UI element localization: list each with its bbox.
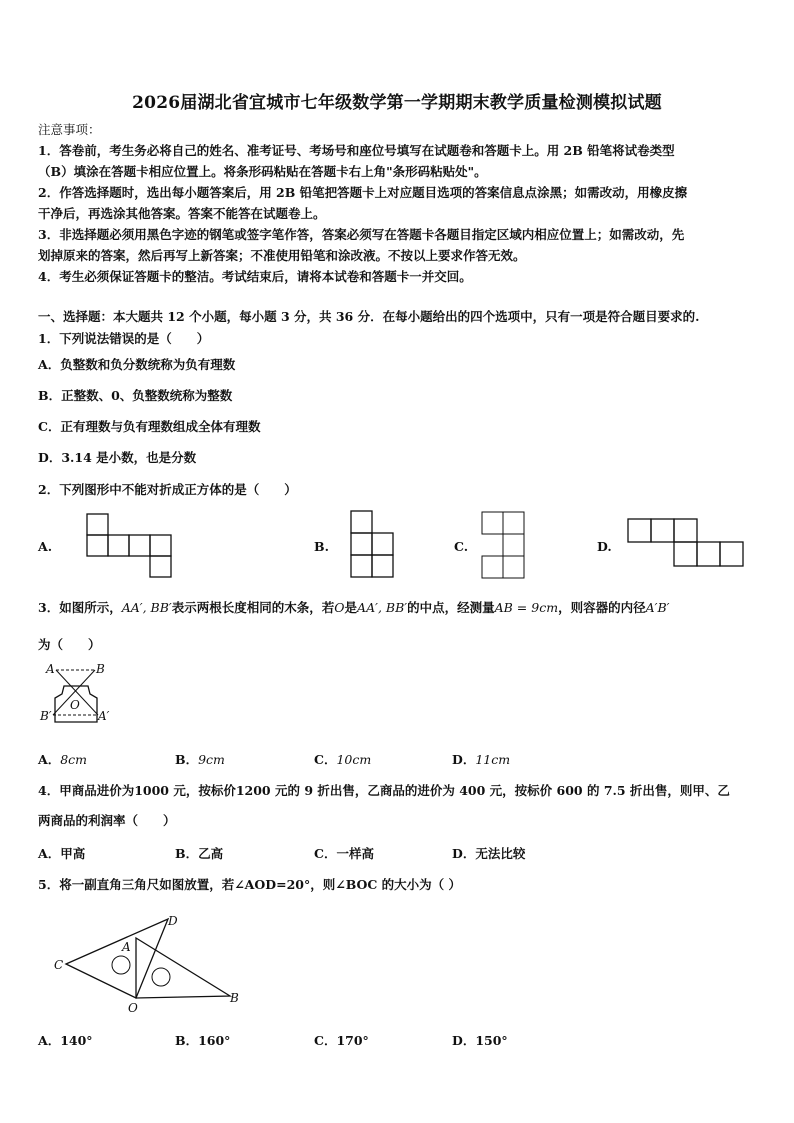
q5-option-c: C．170° — [314, 1033, 369, 1048]
q1-option-a: A．负整数和负分数统称为负有理数 — [38, 357, 236, 372]
label-a: A — [46, 662, 55, 676]
q2-label-b: B. — [314, 539, 329, 554]
q4-option-c: C．一样高 — [314, 846, 374, 861]
label-b-prime: B′ — [40, 709, 52, 723]
q1-option-c: C．正有理数与负有理数组成全体有理数 — [38, 419, 261, 434]
label-c: C — [54, 958, 64, 972]
set-squares-figure — [52, 910, 252, 1018]
container-figure — [40, 660, 120, 728]
q4-option-a: A．甲高 — [38, 846, 86, 861]
q5-option-b: B．160° — [175, 1033, 231, 1048]
cube-net-a — [86, 513, 176, 579]
section-heading: 一、选择题：本大题共 12 个小题，每小题 3 分，共 36 分．在每小题给出的四个选项中，只有一项是符合题目要求的. — [38, 309, 700, 324]
q2-stem: 2．下列图形中不能对折成正方体的是（ ） — [38, 482, 297, 497]
q3-option-a: A．8cm — [38, 752, 88, 767]
q1-option-d: D．3.14 是小数，也是分数 — [38, 450, 197, 465]
notice-item: （B）填涂在答题卡相应位置上。将条形码粘贴在答题卡右上角"条形码粘贴处"。 — [38, 164, 487, 179]
notice-item: 划掉原来的答案，然后再写上新答案；不准使用铅笔和涂改液。不按以上要求作答无效。 — [38, 248, 526, 263]
q4-stem: 4．甲商品进价为1000 元，按标价1200 元的 9 折出售，乙商品的进价为 400 元，按标价 600 的 7.5 折出售，则甲、乙 — [38, 783, 730, 798]
notice-item: 1．答卷前，考生务必将自己的姓名、准考证号、考场号和座位号填写在试题卷和答题卡上。用 2B 铅笔将试卷类型 — [38, 143, 675, 158]
notice-item: 干净后，再选涂其他答案。答案不能答在试题卷上。 — [38, 206, 326, 221]
q5-option-d: D．150° — [452, 1033, 508, 1048]
q3-option-c: C．10cm — [314, 752, 372, 767]
label-o: O — [128, 1001, 138, 1015]
notice-item: 4．考生必须保证答题卡的整洁。考试结束后，请将本试卷和答题卡一并交回。 — [38, 269, 472, 284]
q3-option-b: B．9cm — [175, 752, 225, 767]
q4-option-b: B．乙高 — [175, 846, 224, 861]
page-title: 2026届湖北省宜城市七年级数学第一学期期末教学质量检测模拟试题 — [132, 93, 662, 113]
cube-net-d — [627, 518, 745, 570]
notice-item: 2．作答选择题时，选出每小题答案后，用 2B 铅笔把答题卡上对应题目选项的答案信息点涂黑；如需改动，用橡皮擦 — [38, 185, 688, 200]
label-a-prime: A′ — [98, 709, 110, 723]
q2-label-d: D. — [597, 539, 612, 554]
label-b: B — [230, 991, 239, 1005]
label-d: D — [168, 914, 178, 928]
cube-net-c — [481, 511, 527, 581]
q1-stem: 1．下列说法错误的是（ ） — [38, 331, 210, 346]
notice-item: 3．非选择题必须用黑色字迹的钢笔或签字笔作答，答案必须写在答题卡各题目指定区域内相应位置上；如需改动，先 — [38, 227, 685, 242]
q4-stem-cont: 两商品的利润率（ ） — [38, 813, 176, 828]
cube-net-b — [350, 510, 396, 580]
notice-heading: 注意事项： — [38, 122, 101, 137]
q3-stem-cont: 为（ ） — [38, 637, 101, 652]
label-o: O — [70, 698, 80, 712]
q3-option-d: D．11cm — [452, 752, 511, 767]
q1-option-b: B．正整数、0、负整数统称为整数 — [38, 388, 233, 403]
q2-label-c: C. — [454, 539, 469, 554]
q5-stem: 5．将一副直角三角尺如图放置，若∠AOD=20°，则∠BOC 的大小为（ ） — [38, 877, 462, 892]
label-b: B — [96, 662, 105, 676]
q5-option-a: A．140° — [38, 1033, 93, 1048]
q3-stem: 3．如图所示，AA′, BB′表示两根长度相同的木条，若O是AA′, BB′的中点，经测量AB = 9cm，则容器的内径A′B′ — [38, 600, 670, 615]
label-a: A — [122, 940, 131, 954]
q4-option-d: D．无法比较 — [452, 846, 526, 861]
q2-label-a: A. — [38, 539, 53, 554]
